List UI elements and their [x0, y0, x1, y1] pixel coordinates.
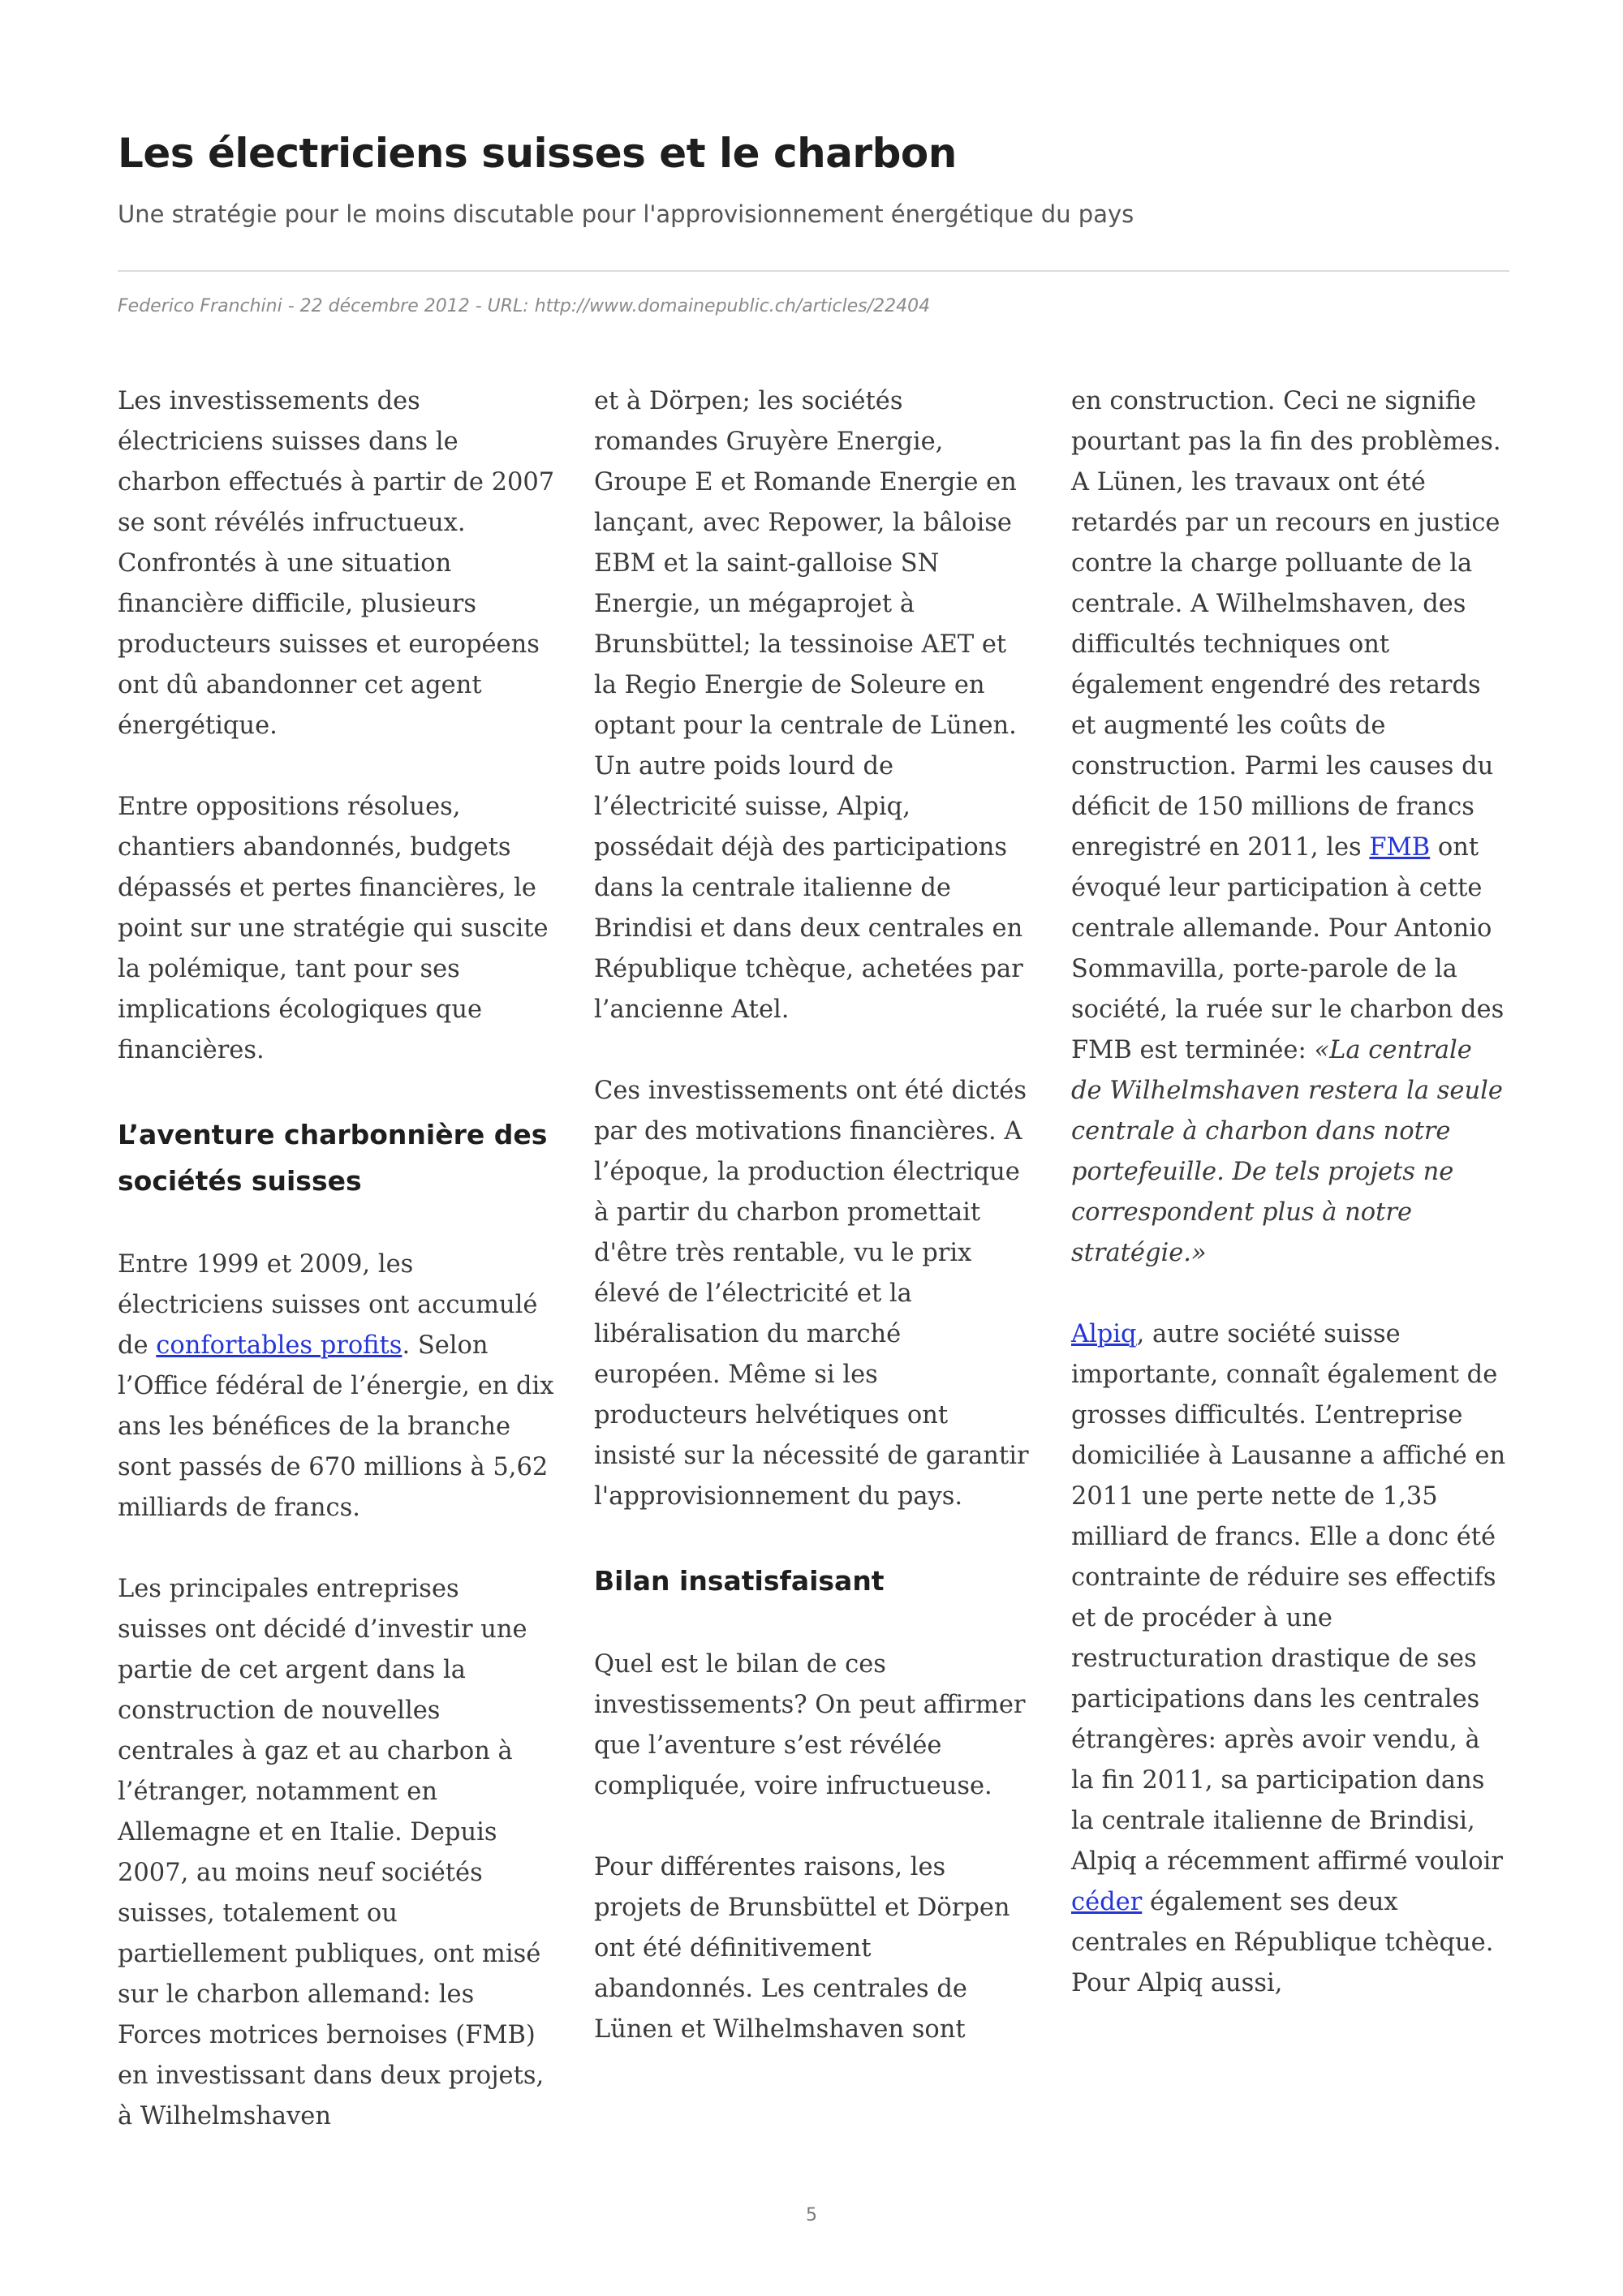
page-title: Les électriciens suisses et le charbon — [118, 130, 957, 177]
article-column-3 — [1071, 381, 1509, 2044]
paragraph — [118, 1245, 556, 1529]
paragraph: Ces investissements ont été dictés par des motivations financières. A l’époque, la production électrique à partir du charbon promettait d'être très rentable, vu le prix élevé de l’électricité et la libéralisation du marché européen. Même si les producteurs helvétiques ont insisté sur la nécessité de garantir l'approvisionnement du pays. — [594, 1077, 1029, 1511]
fmb-link[interactable]: FMB — [1369, 833, 1431, 862]
article-column-1 — [118, 381, 556, 2178]
section-heading: Bilan insatisfaisant — [594, 1565, 885, 1597]
alpiq-link[interactable]: Alpiq — [1071, 1320, 1137, 1348]
paragraph: et à Dörpen; les sociétés romandes Gruyère Energie, Groupe E et Romande Energie en lançant, avec Repower, la bâloise EBM et la saint-galloise SN Energie, un mégaprojet à Brunsbüttel; la tessinoise AET et la Regio Energie de Soleure en optant pour la centrale de Lünen. Un autre poids lourd de l’électricité suisse, Alpiq, possédait déjà des participations dans la centrale italienne de Brindisi et dans deux centrales en République tchèque, achetées par l’ancienne Atel. — [594, 387, 1023, 1024]
paragraph: Pour différentes raisons, les projets de Brunsbüttel et Dörpen ont été définitivement abandonnés. Les centrales de Lünen et Wilhelmshaven sont — [594, 1853, 1010, 2044]
paragraph: Entre oppositions résolues, chantiers abandonnés, budgets dépassés et pertes financières, le point sur une stratégie qui suscite la polémique, tant pour ses implications écologiques que financières. — [118, 793, 549, 1064]
quote: «La centrale de Wilhelmshaven restera la seule centrale à charbon dans notre portefeuille. De tels projets ne correspondent plus à notre stratégie.» — [1071, 1036, 1503, 1267]
text-run: . Selon l’Office fédéral de l’énergie, en dix ans les bénéfices de la branche sont passés de 670 millions à 5,62 milliards de francs. — [118, 1331, 554, 1522]
paragraph: Quel est le bilan de ces investissements? On peut affirmer que l’aventure s’est révélée compliquée, voire infructueuse. — [594, 1650, 1026, 1800]
text-run: également ses deux centrales en République tchèque. Pour Alpiq aussi, — [1071, 1888, 1494, 1997]
page-number: 5 — [806, 2205, 817, 2225]
header-divider — [118, 270, 1509, 272]
text-run: ont évoqué leur participation à cette centrale allemande. Pour Antonio Sommavilla, porte-parole de la société, la ruée sur le charbon des FMB est terminée: — [1071, 833, 1505, 1064]
confortables-profits-link[interactable]: confortables profits — [156, 1331, 403, 1360]
subtitle: Une stratégie pour le moins discutable pour l'approvisionnement énergétique du pays — [118, 200, 1134, 228]
byline: Federico Franchini - 22 décembre 2012 - URL: http://www.domainepublic.ch/articles/22404 — [118, 296, 931, 316]
text-run: , autre société suisse importante, connaît également de grosses difficultés. L’entreprise domiciliée à Lausanne a affiché en 2011 une perte nette de 1,35 milliard de francs. Elle a donc été contrainte de réduire ses effectifs et de procéder à une restructuration drastique de ses participations dans les centrales étrangères: après avoir vendu, à la fin 2011, sa participation dans la centrale italienne de Brindisi, Alpiq a récemment affirmé vouloir — [1071, 1320, 1506, 1876]
ceder-link[interactable]: céder — [1071, 1888, 1143, 1916]
paragraph — [1071, 1314, 1509, 2004]
section-heading: L’aventure charbonnière des sociétés suisses — [118, 1119, 548, 1197]
article-column-2 — [594, 381, 1032, 2091]
text-run: Entre 1999 et 2009, les électriciens suisses ont accumulé de — [118, 1250, 538, 1360]
paragraph — [1071, 381, 1509, 1274]
text-run: en construction. Ceci ne signifie pourtant pas la fin des problèmes. A Lünen, les travaux ont été retardés par un recours en justice contre la charge polluante de la centrale. A Wilhelmshaven, des difficultés techniques ont également engendré des retards et augmenté les coûts de construction. Parmi les causes du déficit de 150 millions de francs enregistré en 2011, les — [1071, 387, 1501, 862]
paragraph: Les principales entreprises suisses ont décidé d’investir une partie de cet argent dans la construction de nouvelles centrales à gaz et au charbon à l’étranger, notamment en Allemagne et en Italie. Depuis 2007, au moins neuf sociétés suisses, totalement ou partiellement publiques, ont misé sur le charbon allemand: les Forces motrices bernoises (FMB) en investissant dans deux projets, à Wilhelmshaven — [118, 1575, 545, 2130]
paragraph: Les investissements des électriciens suisses dans le charbon effectués à partir de 2007 se sont révélés infructueux. Confrontés à une situation financière difficile, plusieurs producteurs suisses et européens ont dû abandonner cet agent énergétique. — [118, 387, 555, 740]
